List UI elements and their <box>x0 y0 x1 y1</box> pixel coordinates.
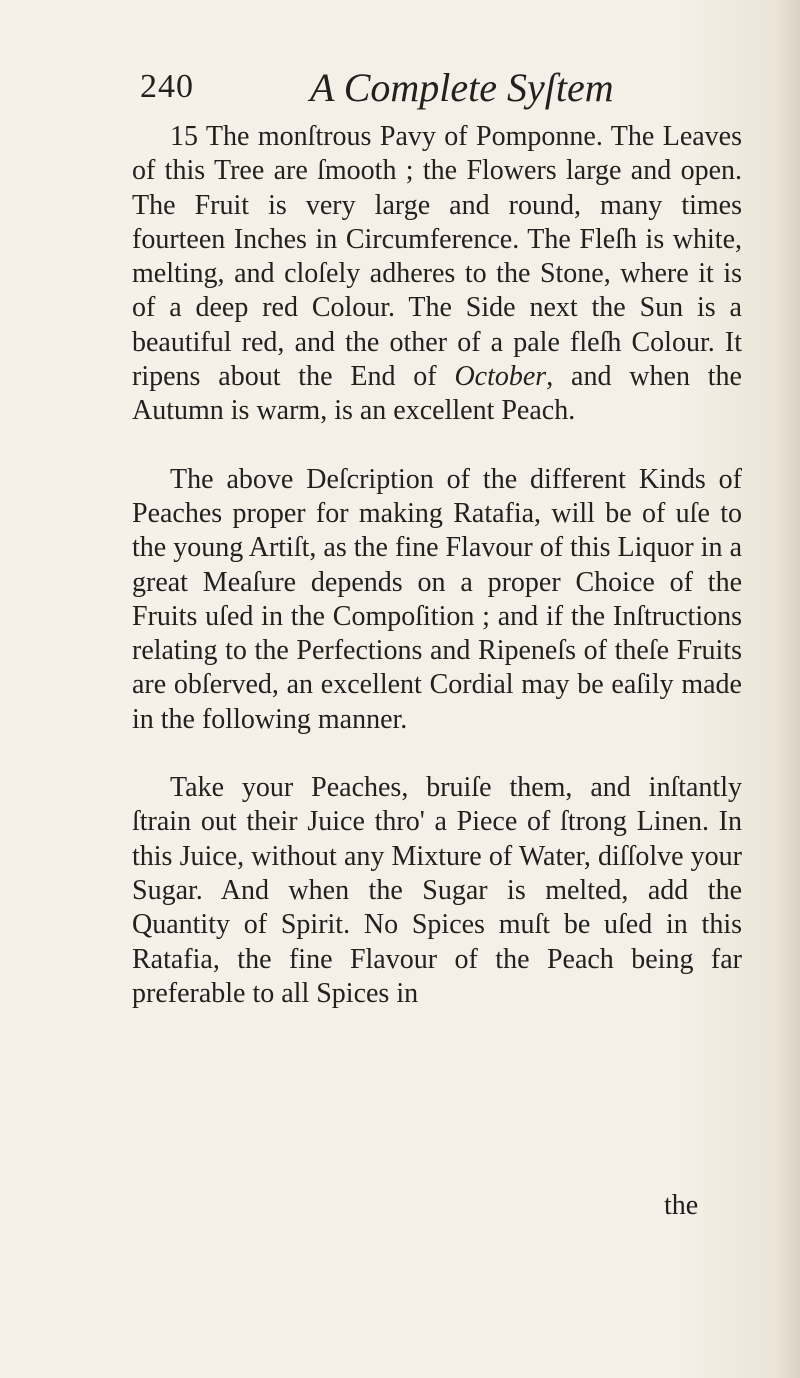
paragraph-recipe: Take your Peaches, bruiſe them, and inſtantly ſtrain out their Juice thro' a Piece of ſtrong Linen. In this Juice, without any Mixture of Water, diſſolve your Sugar. And when the Sugar is melted, add the Quantity of Spirit. No Spices muſt be uſed in this Ratafia, the fine Flavour of the Peach being far preferable to all Spices in <box>132 772 742 1009</box>
body-text <box>132 120 742 1011</box>
paragraph-1-tail: , and when the Autumn is warm, is an excellent Peach. <box>132 361 742 427</box>
paragraph-description-of-peaches: The above Deſcription of the different Kinds of Peaches proper for making Ratafia, will be of uſe to the young Artiſt, as the fine Flavour of this Liquor in a great Meaſure depends on a proper Choice of the Fruits uſed in the Compoſition ; and if the Inſtructions relating to the Perfections and Ripeneſs of theſe Fruits are obſerved, an excellent Cordial may be eaſily made in the following manner. <box>132 463 742 735</box>
paragraph-pavy-of-pomponne <box>132 120 742 429</box>
running-head <box>140 64 640 114</box>
paragraph-1-lead: 15 The monſtrous Pavy of Pomponne. The Leaves of this Tree are ſmooth ; the Flowers large and open. The Fruit is very large and round, many times fourteen Inches in Circumference. The Fleſh is white, melting, and cloſely adheres to the Stone, where it is of a deep red Colour. The Side next the Sun is a beautiful red, and the other of a pale fleſh Colour. It ripens about the End of <box>132 121 742 393</box>
running-title: A Complete Syſtem <box>310 65 614 110</box>
page-number: 240 <box>140 68 194 105</box>
month-october: October <box>454 361 547 393</box>
catchword: the <box>664 1190 699 1221</box>
